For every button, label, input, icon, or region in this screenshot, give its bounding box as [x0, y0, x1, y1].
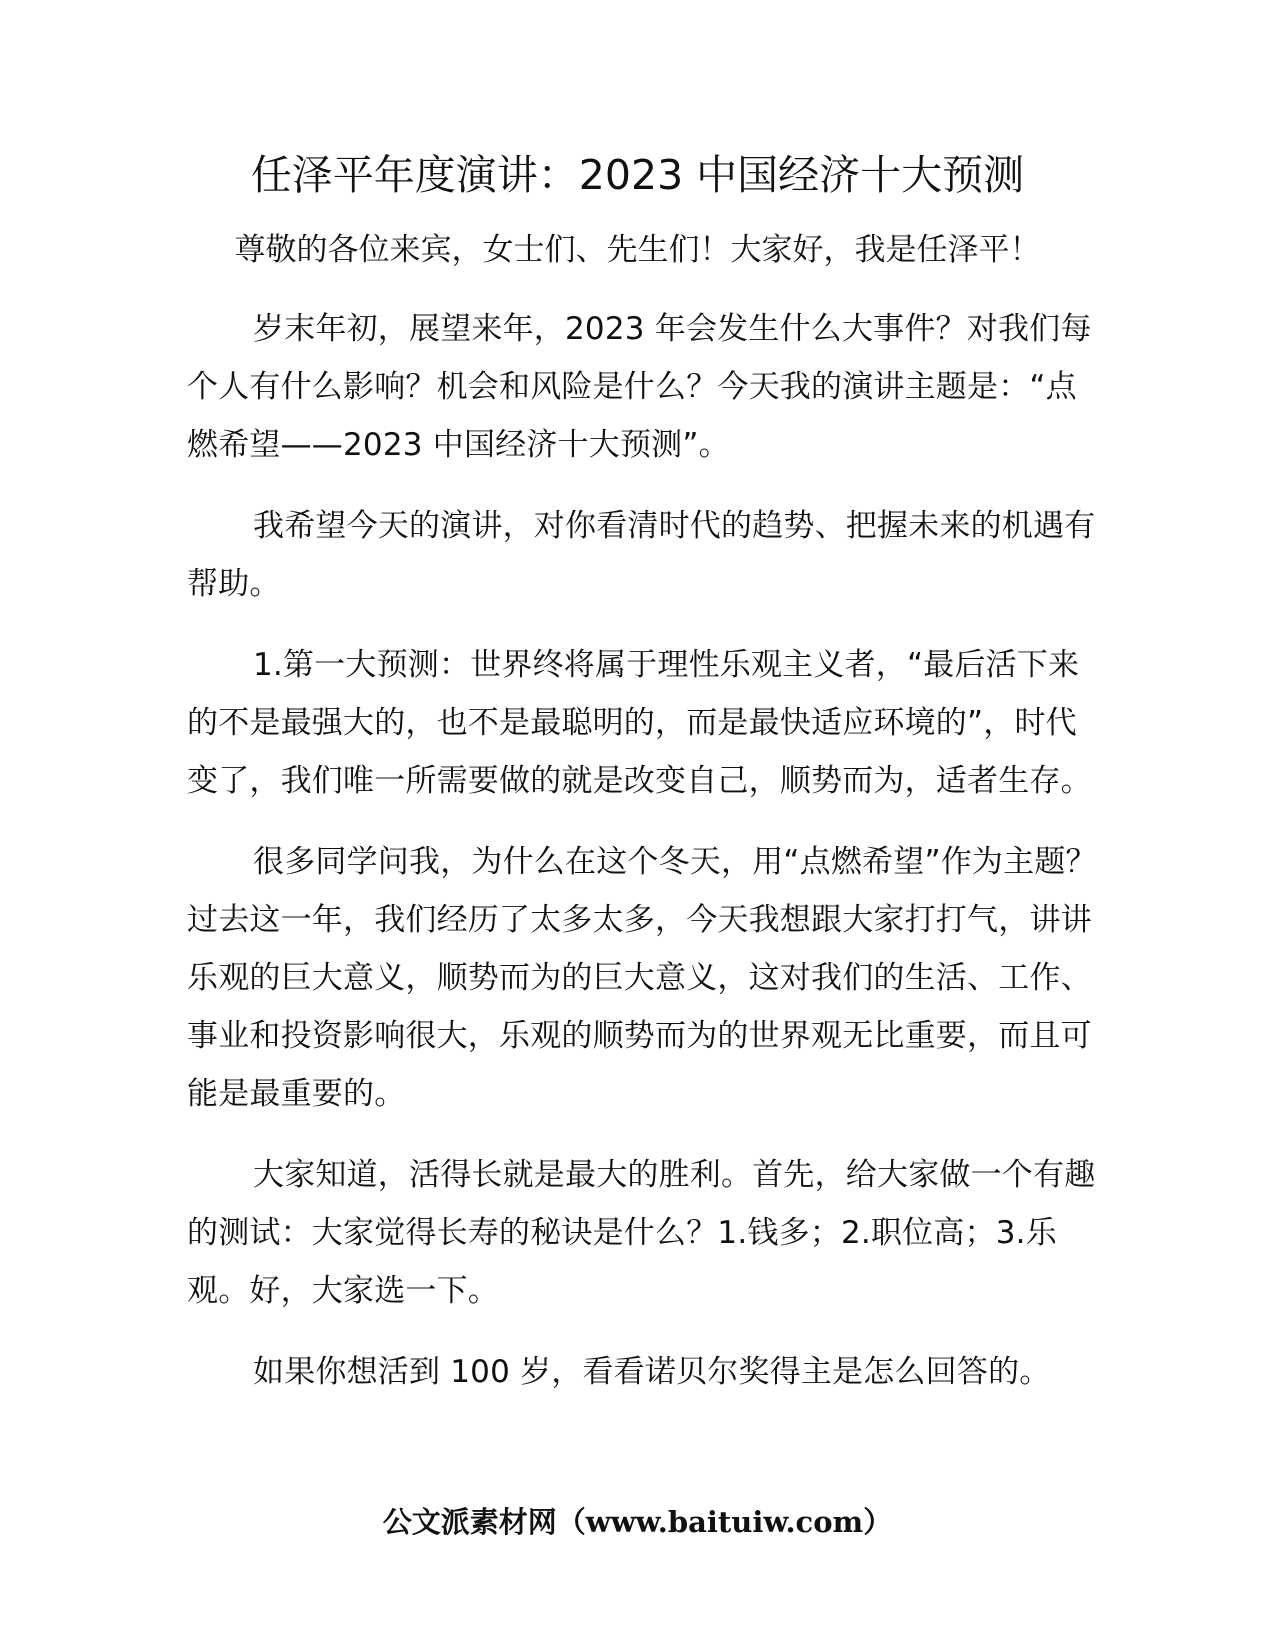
paragraph-longevity-test: 大家知道，活得长就是最大的胜利。首先，给大家做一个有趣的测试：大家觉得长寿的秘诀是什么？1.钱多；2.职位高；3.乐观。好，大家选一下。: [187, 1157, 1096, 1309]
document-body: [187, 300, 1107, 1424]
document-title: 任泽平年度演讲：2023 中国经济十大预测: [250, 151, 1025, 199]
paragraph-theme: 很多同学问我，为什么在这个冬天，用“点燃希望”作为主题？过去这一年，我们经历了太多太多，今天我想跟大家打打气，讲讲乐观的巨大意义，顺势而为的巨大意义，这对我们的生活、工作、事业和投资影响很大，乐观的顺势而为的世界观无比重要，而且可能是最重要的。: [187, 844, 1097, 1112]
paragraph-prediction-1: 1.第一大预测：世界终将属于理性乐观主义者，“最后活下来的不是最强大的，也不是最聪明的，而是最快适应环境的”，时代变了，我们唯一所需要做的就是改变自己，顺势而为，适者生存。: [187, 647, 1092, 799]
paragraph-nobel: 如果你想活到 100 岁，看看诺贝尔奖得主是怎么回答的。: [253, 1354, 1051, 1390]
greeting-line: 尊敬的各位来宾，女士们、先生们！大家好，我是任泽平！: [234, 232, 1041, 268]
footer-source: 公文派素材网（www.baituiw.com）: [382, 1505, 893, 1539]
paragraph-hope: 我希望今天的演讲，对你看清时代的趋势、把握未来的机遇有帮助。: [187, 508, 1096, 602]
paragraph-intro: 岁末年初，展望来年，2023 年会发生什么大事件？对我们每个人有什么影响？机会和风险是什么？今天我的演讲主题是：“点燃希望——2023 中国经济十大预测”。: [187, 311, 1092, 463]
